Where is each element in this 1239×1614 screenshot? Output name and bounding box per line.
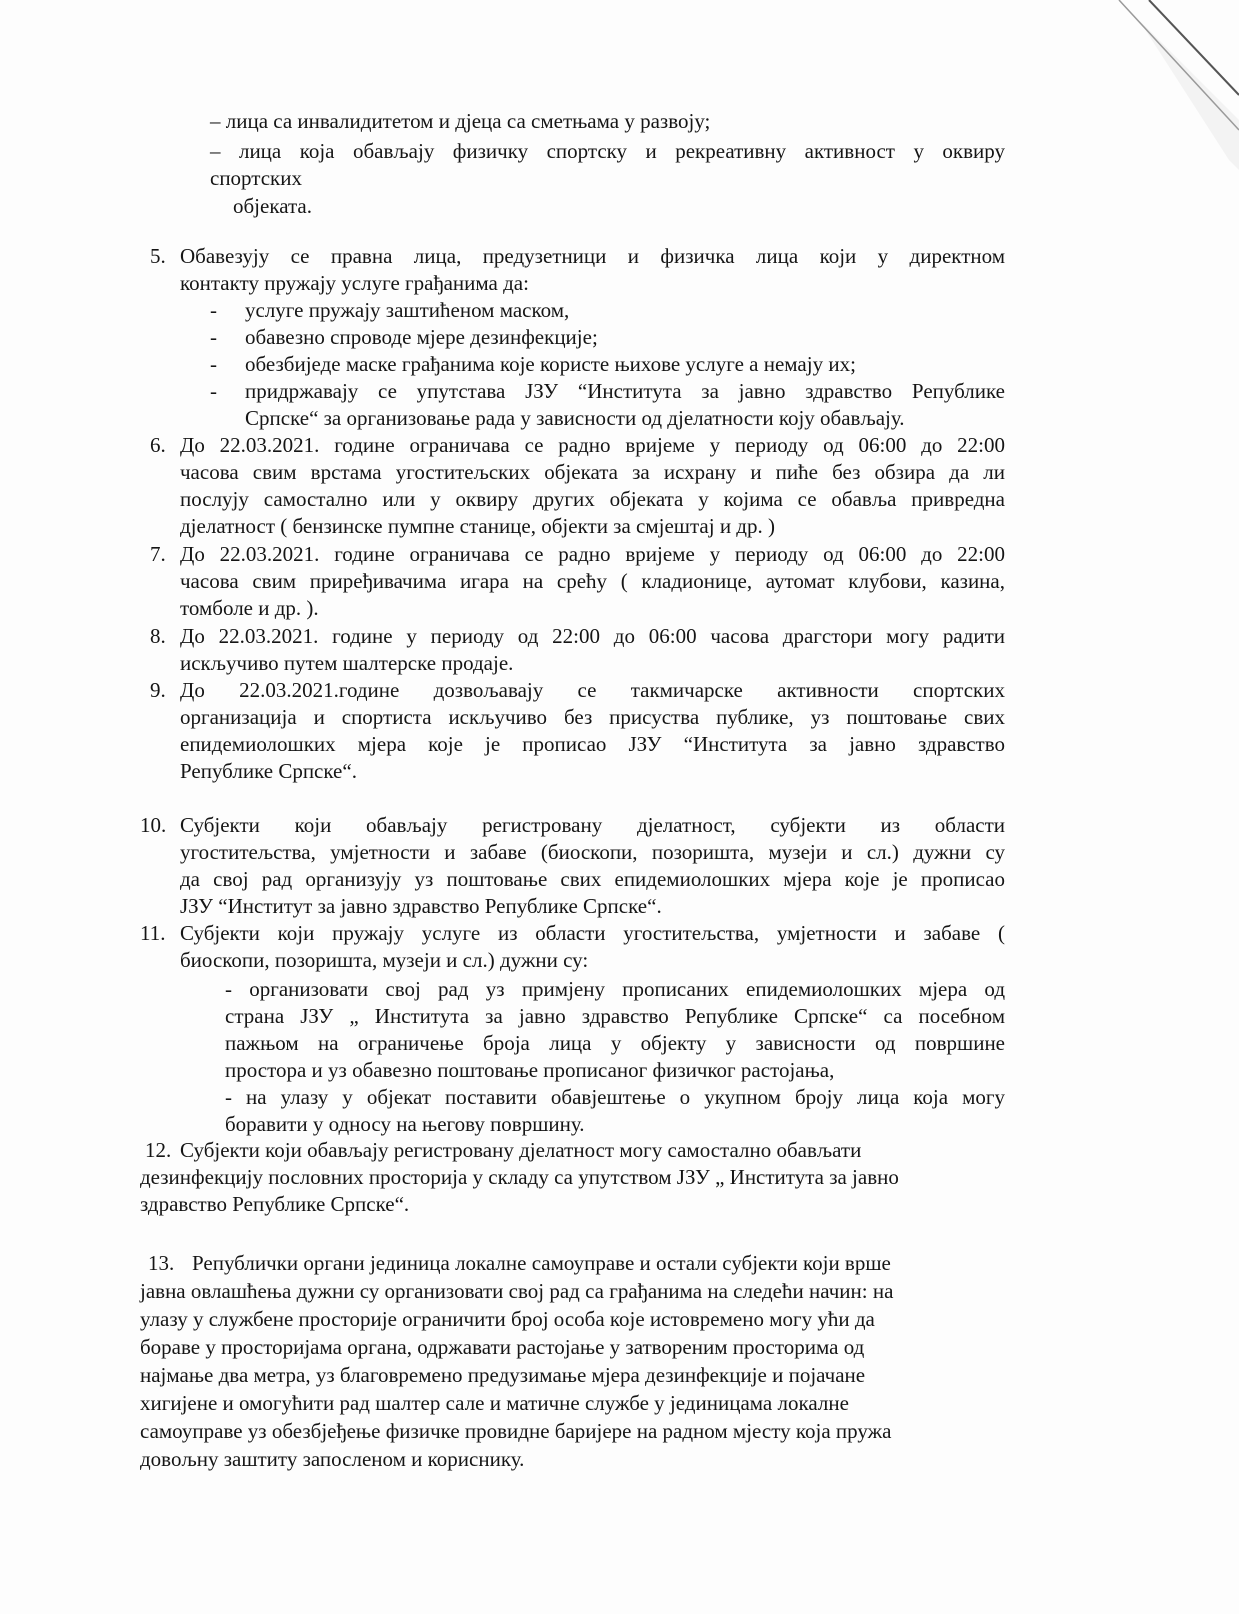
item-11-sub-line-6: боравити у односу на његову површину.	[225, 1112, 585, 1136]
item-5-number: 5.	[150, 244, 166, 268]
bullet-dash: -	[210, 298, 217, 322]
item-12-first-line: Субјекти који обављају регистровану дјелатност могу самостално обављати	[180, 1138, 862, 1162]
item-8-number: 8.	[150, 624, 166, 648]
item-7-line-2: часова свим приређивачима игара на срећу ( кладионице, аутомат клубови, казина,	[180, 569, 1005, 593]
item-13-line-5: најмање два метра, уз благовремено предузимање мјера дезинфекције и појачане	[140, 1363, 866, 1387]
item-6-number: 6.	[150, 433, 166, 457]
item-5-bullet-4: придржавају се упутстава ЈЗУ “Института за јавно здравство Републике	[245, 379, 1005, 403]
paper-corner-fold	[1079, 0, 1239, 170]
item-13-line-6: хигијене и омогућити рад шалтер сале и матичне службе у јединицама локалне	[140, 1391, 849, 1415]
item-13-line-2: јавна овлашћења дужни су организовати свој рад са грађанима на следећи начин: на	[140, 1279, 894, 1303]
item-5-bullet-1: услуге пружају заштићеном маском,	[245, 298, 570, 322]
item-7-number: 7.	[150, 542, 166, 566]
item-11-sub-line-1: - организовати свој рад уз примјену прописаних епидемиолошких мјера од	[225, 977, 1005, 1001]
item-8-line-1: До 22.03.2021. године у периоду од 22:00 до 06:00 часова драгстори могу радити	[180, 624, 1005, 648]
item-7-line-1: До 22.03.2021. године ограничава се радно вријеме у периоду од 06:00 до 22:00	[180, 542, 1005, 566]
item-11-line-1: Субјекти који пружају услуге из области угоститељства, умјетности и забаве (	[180, 921, 1005, 945]
item-10-number: 10.	[140, 813, 167, 837]
item-6-line-4: дјелатност ( бензинске пумпне станице, објекти за смјештај и др. )	[180, 514, 775, 538]
item-8-line-2: искључиво путем шалтерске продаје.	[180, 651, 514, 675]
item-9-line-4: Републике Српске“.	[180, 759, 357, 783]
item-9-line-2: организација и спортиста искључиво без присуства публике, уз поштовање свих	[180, 705, 1005, 729]
item-6-line-1: До 22.03.2021. године ограничава се радно вријеме у периоду од 06:00 до 22:00	[180, 433, 1005, 457]
bullet-dash: -	[210, 325, 217, 349]
item-10-line-3: да свој рад организују уз поштовање свих епидемиолошких мјера које је прописао	[180, 867, 1005, 891]
item-5-bullet-4-cont: Српске“ за организовање рада у зависности од дјелатности коју обављају.	[245, 406, 905, 430]
item-13-line-3: улазу у службене просторије ограничити број особа које истовремено могу ући да	[140, 1307, 875, 1331]
item-13-line-4: бораве у просторијама органа, одржавати растојање у затвореним просторима од	[140, 1335, 865, 1359]
item-11-number: 11.	[140, 921, 166, 945]
intro-line-3: спортских	[210, 166, 302, 190]
item-5-bullet-2: обавезно спроводе мјере дезинфекције;	[245, 325, 598, 349]
intro-line-4: објеката.	[233, 194, 313, 218]
item-13-line-8: довољну заштиту запосленом и кориснику.	[140, 1447, 525, 1471]
item-11-sub-line-4: простора и уз обавезно поштовање прописаног физичког растојања,	[225, 1058, 835, 1082]
item-12-line-3: здравство Републике Српске“.	[140, 1192, 410, 1216]
item-13-line-7: самоуправе уз обезбјеђење физичке провидне баријере на радном мјесту која пружа	[140, 1419, 892, 1443]
item-9-number: 9.	[150, 678, 166, 702]
item-12-number: 12.	[145, 1138, 172, 1162]
item-11-sub-line-5: - на улазу у објекат поставити обавјештење о укупном броју лица која могу	[225, 1085, 1005, 1109]
item-10-line-4: ЈЗУ “Институт за јавно здравство Републике Српске“.	[180, 894, 662, 918]
item-9-line-1: До 22.03.2021.године дозвољавају се такмичарске активности спортских	[180, 678, 1005, 702]
intro-line-2: – лица која обављају физичку спортску и рекреативну активност у оквиру	[210, 139, 1005, 163]
item-5-line-1: Обавезују се правна лица, предузетници и физичка лица који у директном	[180, 244, 1005, 268]
item-11-sub-line-3: пажњом на ограничење броја лица у објекту у зависности од површине	[225, 1031, 1005, 1055]
item-10-line-2: угоститељства, умјетности и забаве (биоскопи, позоришта, музеји и сл.) дужни су	[180, 840, 1005, 864]
item-13-number: 13.	[148, 1251, 175, 1275]
item-12-line-2: дезинфекцију пословних просторија у складу са упутством ЈЗУ „ Института за јавно	[140, 1165, 899, 1189]
item-7-line-3: томболе и др. ).	[180, 596, 319, 620]
item-6-line-3: послују самостално или у оквиру других објеката у којима се обавља привредна	[180, 487, 1005, 511]
item-13-first-line: Републички органи јединица локалне самоуправе и остали субјекти који врше	[192, 1251, 891, 1275]
item-5-bullet-3: обезбиједе маске грађанима које користе њихове услуге а немају их;	[245, 352, 856, 376]
item-10-line-1: Субјекти који обављају регистровану дјелатност, субјекти из области	[180, 813, 1005, 837]
bullet-dash: -	[210, 352, 217, 376]
bullet-dash: -	[210, 379, 217, 403]
item-9-line-3: епидемиолошких мјера које је прописао ЈЗУ “Института за јавно здравство	[180, 732, 1005, 756]
item-11-line-2: биоскопи, позоришта, музеји и сл.) дужни су:	[180, 948, 589, 972]
item-6-line-2: часова свим врстама угоститељских објеката за исхрану и пиће без обзира да ли	[180, 460, 1005, 484]
item-5-line-2: контакту пружају услуге грађанима да:	[180, 271, 529, 295]
item-11-sub-line-2: страна ЈЗУ „ Института за јавно здравство Републике Српске“ са посебном	[225, 1004, 1005, 1028]
intro-line-1: – лица са инвалидитетом и дјеца са сметњама у развоју;	[210, 109, 711, 133]
